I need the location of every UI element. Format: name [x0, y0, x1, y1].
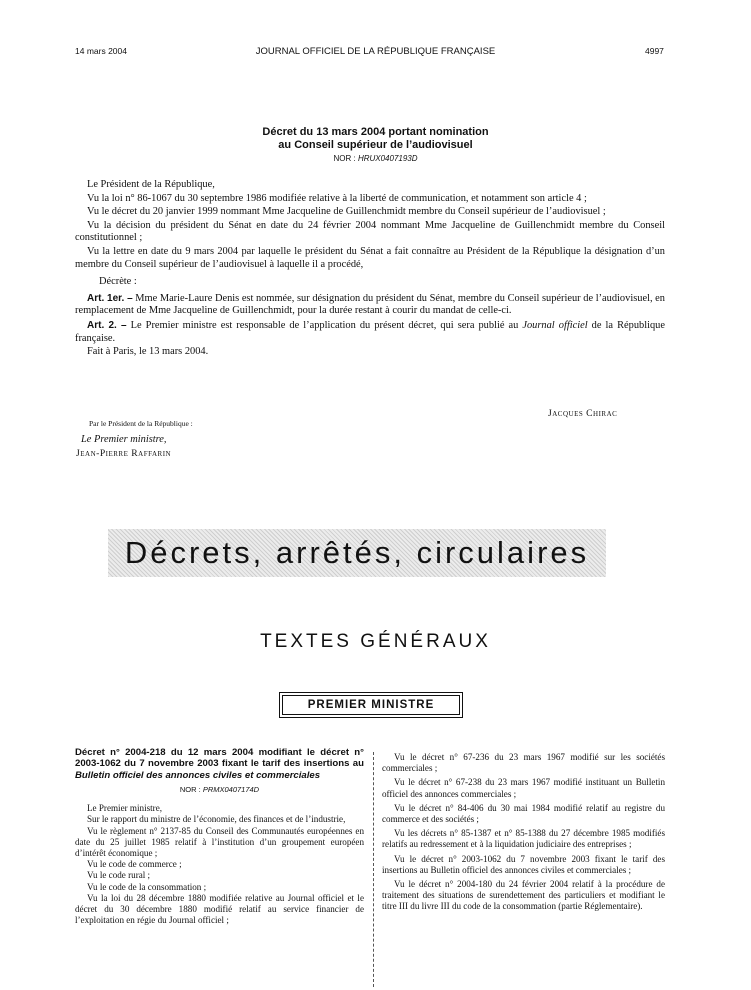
decree2-title-italic: Bulletin officiel des annonces civiles et commerciales — [75, 769, 321, 781]
decree2-paragraph: Vu le décret n° 67-238 du 23 mars 1967 modifié instituant un Bulletin officiel des annonces commerciales ; — [382, 777, 665, 799]
column-divider — [373, 752, 374, 987]
article-2-text-b: de la République française. — [75, 319, 665, 344]
decree2-title-text: Décret n° 2004-218 du 12 mars 2004 modifiant le décret n° 2003-1062 du 7 novembre 2003 fixant le tarif des insertions au — [75, 747, 364, 770]
decree2-paragraph: Vu le décret n° 2003-1062 du 7 novembre 2003 fixant le tarif des insertions au Bulletin officiel des annonces civiles et commerciales ; — [382, 853, 665, 875]
ministry-label: PREMIER MINISTRE — [282, 695, 460, 715]
decree2-nor-label: NOR : — [179, 784, 201, 794]
decrete-label: Décrète : — [99, 276, 137, 288]
decree2-paragraph: Le Premier ministre, — [87, 803, 163, 814]
signer-name: Jacques Chirac — [548, 408, 618, 419]
article-1-text: Mme Marie-Laure Denis est nommée, sur désignation du président du Sénat, membre du Conseil supérieur de l’audiovisuel, en remplacement de Mme Jacqueline de Guillenchmidt, pour la durée restant à courir du mandat de celle-ci. — [75, 292, 665, 317]
section-banner-text: Décrets, arrêtés, circulaires — [124, 535, 590, 570]
decree1-body — [75, 179, 665, 360]
ministry-box — [279, 692, 463, 718]
decree1-nor-code: HRUX0407193D — [357, 154, 418, 163]
decree2-paragraph: Sur le rapport du ministre de l’économie, des finances et de l’industrie, — [87, 814, 346, 825]
page-number: 4997 — [645, 46, 664, 56]
decree1-title-line2: au Conseil supérieur de l’audiovisuel — [278, 139, 473, 151]
article-2-text-a: Le Premier ministre est responsable de l’application du présent décret, qui sera publié au — [126, 319, 523, 331]
decree1-title-line1: Décret du 13 mars 2004 portant nomination — [262, 126, 489, 138]
decree2-paragraph: Vu le code de commerce ; — [87, 859, 182, 870]
decree2-paragraph: Vu la loi du 28 décembre 1880 modifiée relative au Journal officiel et le décret du 30 décembre 1880 modifié relatif au service financier de l’exploitation en régie du Journal officiel ; — [75, 892, 364, 926]
decree1-paragraph: Vu la lettre en date du 9 mars 2004 par laquelle le président du Sénat a fait connaître au Président de la République la désignation d’un membre du Conseil supérieur de l’audiovisuel à laquelle il a procédé, — [75, 245, 665, 270]
article-2 — [75, 320, 665, 345]
decree2-paragraph: Vu le code de la consommation ; — [87, 881, 207, 892]
decree1-paragraph: Vu le décret du 20 janvier 1999 nommant Mme Jacqueline de Guillenchmidt membre du Conseil supérieur de l’audiovisuel ; — [87, 206, 606, 218]
decree2-paragraph: Vu les décrets n° 85-1387 et n° 85-1388 du 27 décembre 1985 modifiés relatifs au redressement et à la liquidation judiciaire des entreprises ; — [382, 828, 665, 850]
decree1-paragraph: Vu la décision du président du Sénat en date du 24 février 2004 nommant Mme Jacqueline de Guillenchmidt membre du Conseil constitutionnel ; — [75, 219, 665, 244]
section-banner — [108, 529, 606, 577]
decree1-title — [0, 126, 751, 152]
fait-a-paris: Fait à Paris, le 13 mars 2004. — [87, 346, 209, 358]
header-date: 14 mars 2004 — [75, 46, 127, 56]
decree1-paragraph: Le Président de la République, — [87, 179, 215, 190]
decree2-left-column — [75, 747, 364, 926]
prime-minister-name: Jean-Pierre Raffarin — [76, 448, 172, 459]
section-heading: TEXTES GÉNÉRAUX — [260, 631, 491, 652]
prime-minister-title: Le Premier ministre, — [81, 434, 167, 445]
article-2-text-italic: Journal officiel — [522, 319, 588, 331]
decree2-paragraph: Vu le code rural ; — [87, 870, 151, 881]
decree2-paragraph: Vu le décret n° 67-236 du 23 mars 1967 modifié sur les sociétés commerciales ; — [382, 752, 665, 774]
article-1 — [75, 293, 665, 318]
par-le-president: Par le Président de la République : — [89, 419, 193, 428]
decree1-nor-label: NOR : — [333, 154, 356, 163]
decree2-paragraph: Vu le règlement n° 2137-85 du Conseil des Communautés européennes en date du 25 juillet 1985 relatif à l’institution d’un groupement européen d’intérêt économique ; — [75, 825, 364, 858]
decree2-right-column — [382, 752, 665, 916]
decree2-title — [75, 747, 364, 781]
decree2-nor-code: PRMX0407174D — [202, 784, 260, 794]
article-1-label: Art. 1er. – — [87, 292, 133, 304]
decree1-nor — [0, 154, 751, 163]
decree1-paragraph: Vu la loi n° 86-1067 du 30 septembre 1986 modifiée relative à la liberté de communication, et notamment son article 4 ; — [87, 192, 587, 204]
journal-title: JOURNAL OFFICIEL DE LA RÉPUBLIQUE FRANÇAISE — [255, 46, 496, 57]
decree2-nor — [75, 784, 364, 795]
article-2-label: Art. 2. – — [87, 319, 127, 331]
decree2-paragraph: Vu le décret n° 2004-180 du 24 février 2004 relatif à la procédure de traitement des situations de surendettement des particuliers et modifiant le titre III du livre III du code de la consommation (partie Réglementaire). — [382, 879, 665, 912]
decree2-paragraph: Vu le décret n° 84-406 du 30 mai 1984 modifié relatif au registre du commerce et des sociétés ; — [382, 802, 665, 825]
